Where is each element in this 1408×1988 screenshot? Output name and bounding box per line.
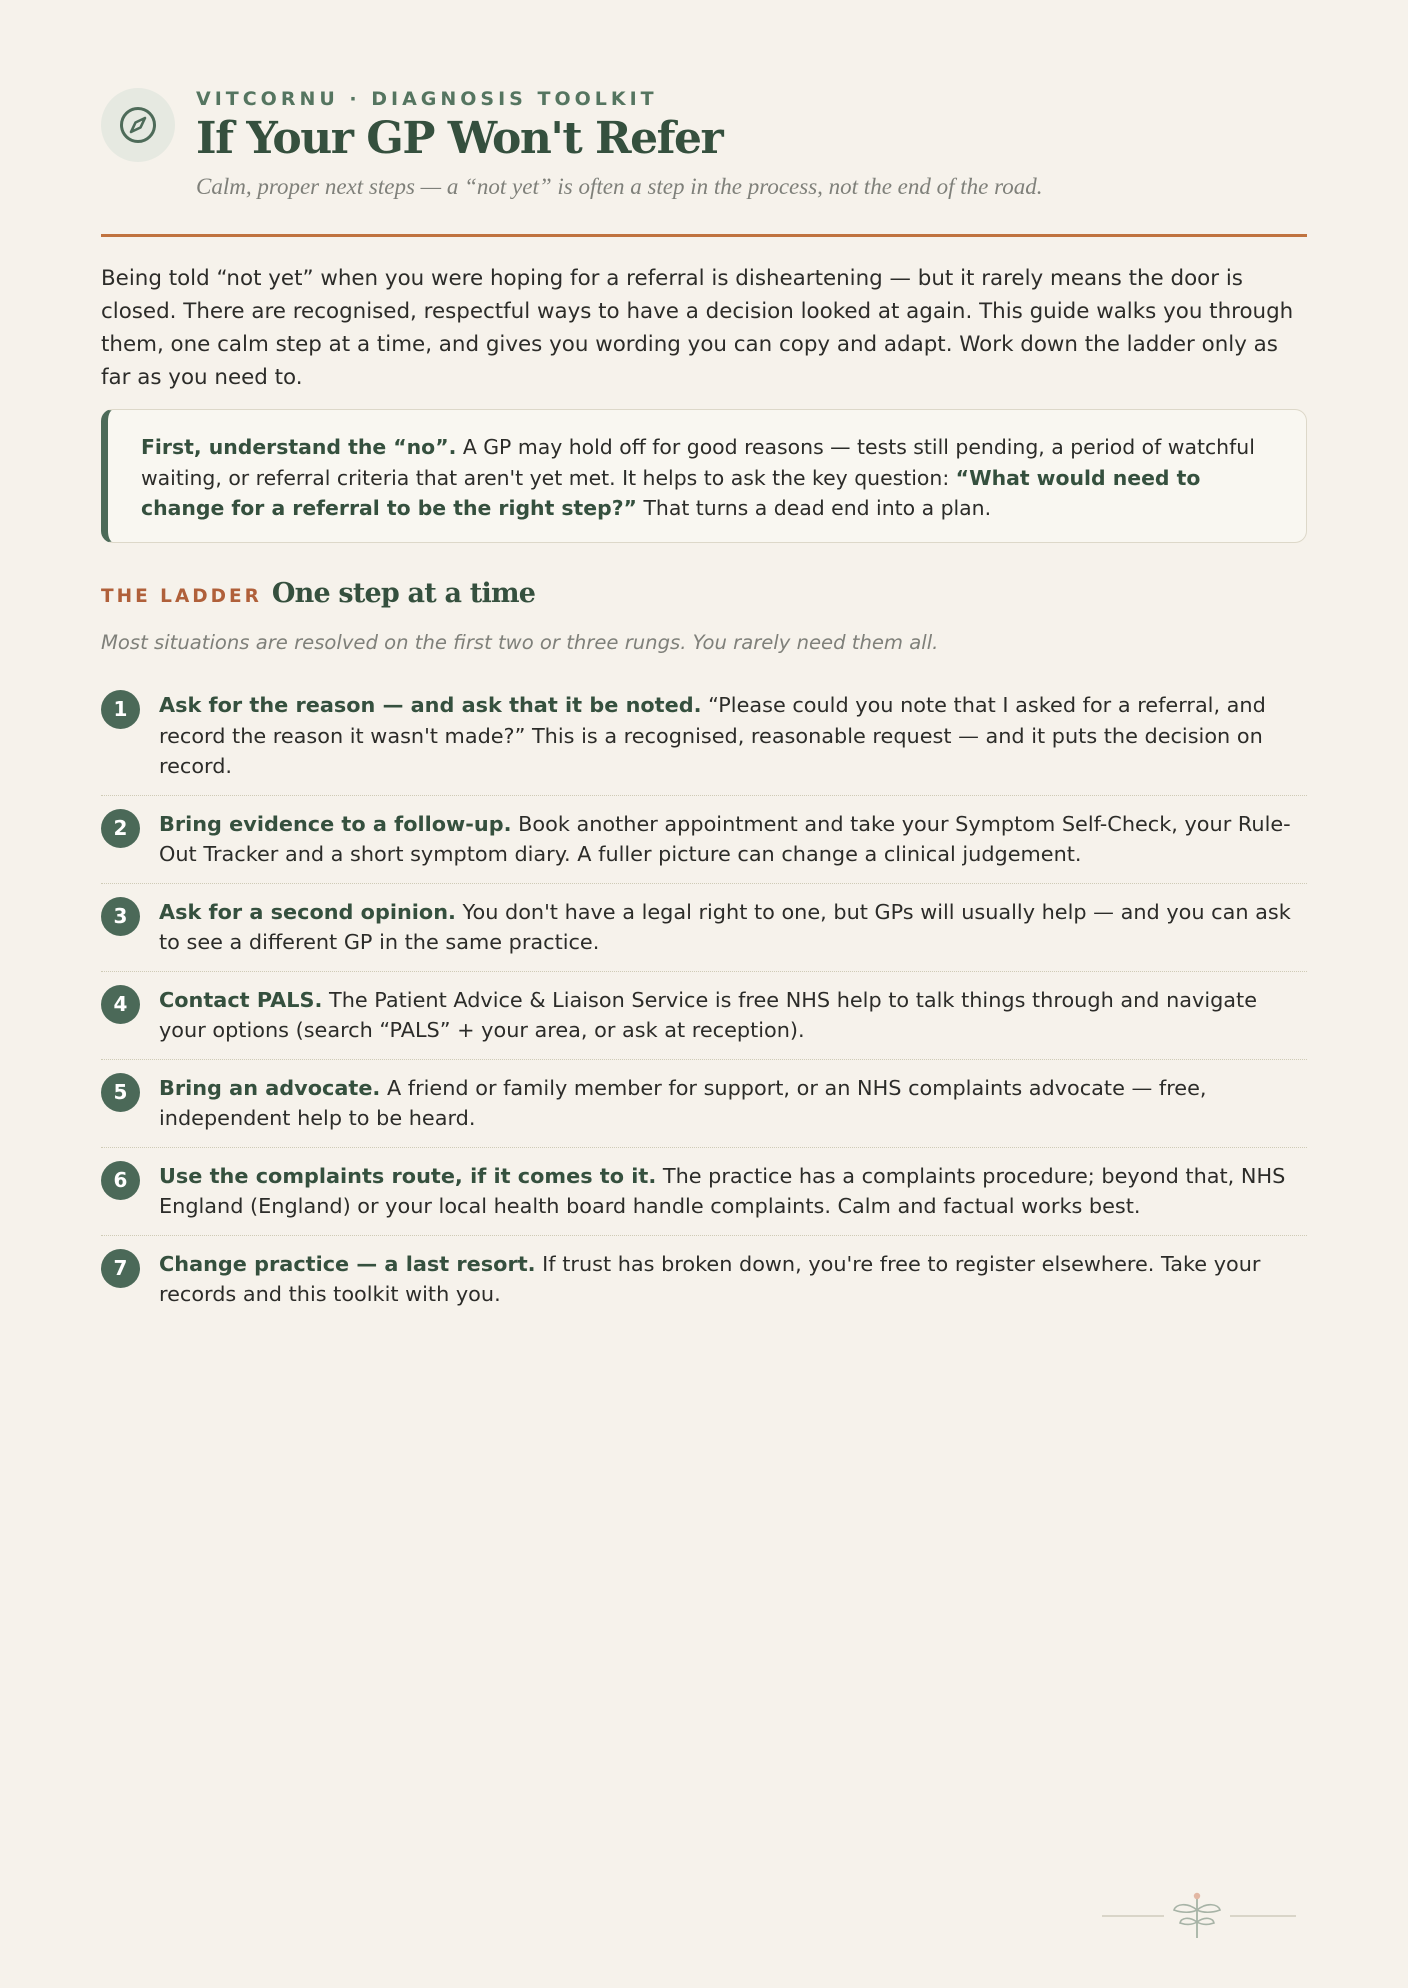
step-lead: Ask for the reason — and ask that it be noted. [159,693,702,717]
step-item [101,1148,1307,1236]
step-item [101,690,1307,796]
steps-list [101,690,1307,1310]
step-item [101,1060,1307,1148]
sprout-icon [1102,1888,1302,1948]
step-number: 3 [101,897,140,936]
step-item [101,972,1307,1060]
ladder-tag: THE LADDER [101,586,262,607]
callout-box [101,409,1307,543]
step-number: 6 [101,1161,140,1200]
ladder-heading [101,578,1307,609]
page-subtitle: Calm, proper next steps — a “not yet” is often a step in the process, not the end of the road. [196,174,1043,199]
step-item [101,796,1307,884]
step-text: The practice has a complaints procedure; beyond that, NHS England (England) or your local health board handle complaints. Calm and factual works best. [159,1163,1286,1218]
callout-tail: That turns a dead end into a plan. [636,496,992,520]
step-number: 2 [101,809,140,848]
brand-kicker: VITCORNU · DIAGNOSIS TOOLKIT [196,88,658,110]
step-number: 7 [101,1249,140,1288]
step-item [101,1236,1307,1310]
page-title: If Your GP Won't Refer [196,113,723,164]
ladder-note: Most situations are resolved on the first two or three rungs. You rarely need them all. [101,631,939,654]
step-text: If trust has broken down, you're free to register elsewhere. Take your records and this toolkit with you. [159,1251,1261,1306]
step-item [101,884,1307,972]
header-divider [101,234,1307,237]
step-lead: Bring an advocate. [159,1075,381,1100]
step-lead: Change practice — a last resort. [159,1251,536,1276]
step-text: You don't have a legal right to one, but GPs will usually help — and you can ask to see a different GP in the same practice. [159,899,1291,954]
callout-text: A GP may hold off for good reasons — tests still pending, a period of watchful waiting, or referral criteria that aren't yet met. It helps to ask the key question: [141,435,1255,490]
step-number: 1 [101,690,140,729]
step-number: 4 [101,985,140,1024]
ladder-title: One step at a time [271,578,536,609]
step-lead: Contact PALS. [159,987,323,1012]
step-number: 5 [101,1073,140,1112]
step-text: “Please could you note that I asked for a referral, and record the reason it wasn't made?” This is a recognised, reasonable request — and it puts the decision on record. [159,693,1266,778]
header [101,86,1307,236]
step-text: The Patient Advice & Liaison Service is free NHS help to talk things through and navigate your options (search “PALS” + your area, or ask at reception). [159,987,1257,1042]
intro-paragraph: Being told “not yet” when you were hoping for a referral is disheartening — but it rarely means the door is closed. There are recognised, respectful ways to have a decision looked at again. This guide walks you through them, one calm step at a time, and gives you wording you can copy and adapt. Work down the ladder only as far as you need to. [101,266,1294,390]
step-lead: Use the complaints route, if it comes to it. [159,1163,657,1188]
compass-icon [101,88,175,162]
step-text: Book another appointment and take your Symptom Self-Check, your Rule-Out Tracker and a short symptom diary. A fuller picture can change a clinical judgement. [159,811,1291,866]
step-lead: Bring evidence to a follow-up. [159,811,512,836]
callout-question: “What would need to change for a referral to be the right step?” [141,465,1201,520]
step-lead: Ask for a second opinion. [159,899,456,924]
step-text: A friend or family member for support, or an NHS complaints advocate — free, independent help to be heard. [159,1075,1207,1130]
callout-lead: First, understand the “no”. [141,435,457,459]
